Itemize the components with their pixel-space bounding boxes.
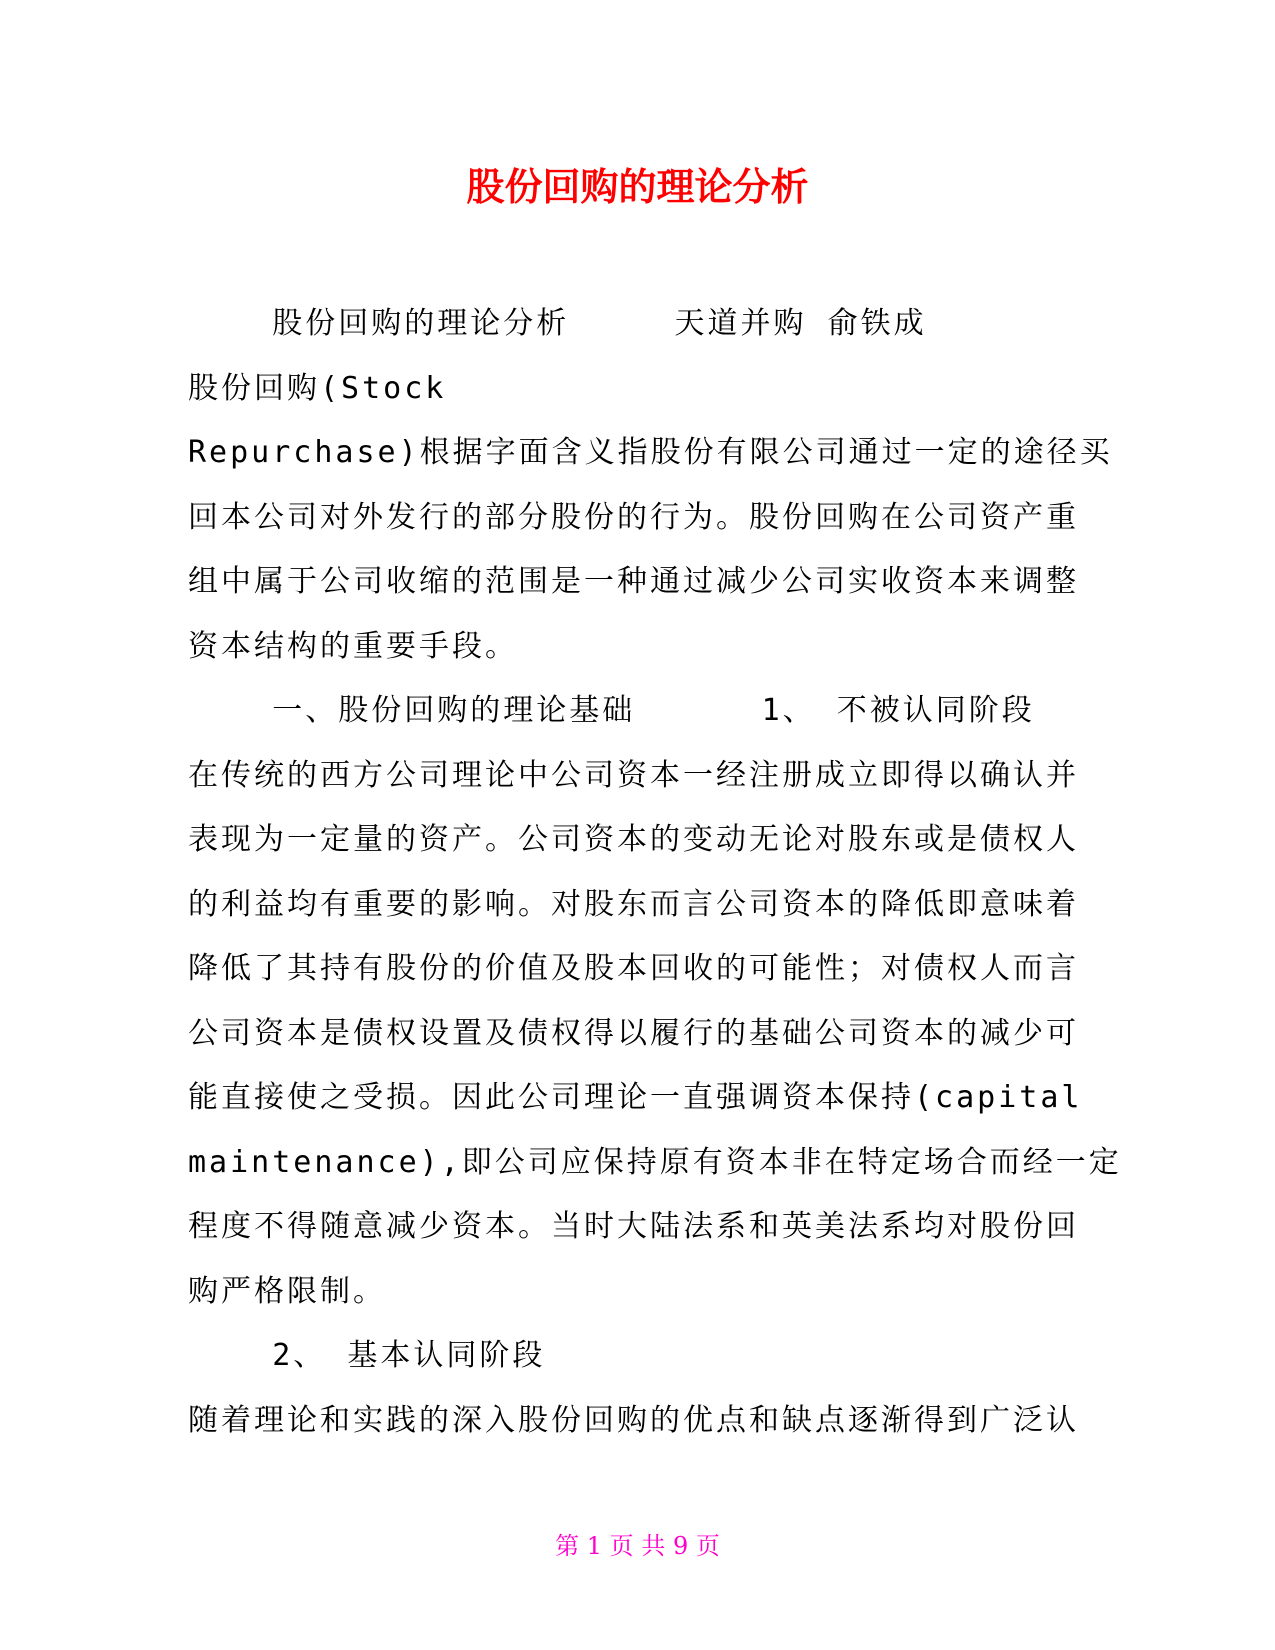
body-line: 降低了其持有股份的价值及股本回收的可能性；对债权人而言 xyxy=(188,951,1079,986)
body-line: 能直接使之受损。因此公司理论一直强调资本保持(capital xyxy=(188,1080,1083,1115)
document-body xyxy=(188,292,1122,1453)
body-line: maintenance),即公司应保持原有资本非在特定场合而经一定 xyxy=(188,1144,1122,1180)
body-line: 公司资本是债权设置及债权得以履行的基础公司资本的减少可 xyxy=(188,1015,1079,1051)
body-line: 随着理论和实践的深入股份回购的优点和缺点逐渐得到广泛认 xyxy=(188,1402,1079,1438)
body-line: 股份回购(Stock xyxy=(188,370,447,406)
body-line: 表现为一定量的资产。公司资本的变动无论对股东或是债权人 xyxy=(188,822,1079,857)
body-line: 组中属于公司收缩的范围是一种通过减少公司实收资本来调整 xyxy=(188,564,1079,599)
body-line: Repurchase)根据字面含义指股份有限公司通过一定的途径买 xyxy=(188,435,1113,470)
body-line: 资本结构的重要手段。 xyxy=(188,628,518,664)
body-line: 在传统的西方公司理论中公司资本一经注册成立即得以确认并 xyxy=(188,757,1079,793)
body-line: 股份回购的理论分析 天道并购 俞铁成 xyxy=(188,306,927,341)
body-line: 程度不得随意减少资本。当时大陆法系和英美法系均对股份回 xyxy=(188,1209,1079,1244)
body-line: 一、股份回购的理论基础 1、 不被认同阶段 xyxy=(188,693,1035,728)
body-line: 购严格限制。 xyxy=(188,1273,386,1309)
body-line: 回本公司对外发行的部分股份的行为。股份回购在公司资产重 xyxy=(188,499,1079,535)
body-line: 2、 基本认同阶段 xyxy=(188,1338,546,1373)
body-line: 的利益均有重要的影响。对股东而言公司资本的降低即意味着 xyxy=(188,886,1079,922)
page-footer: 第 1 页 共 9 页 xyxy=(555,1532,720,1560)
document-title: 股份回购的理论分析 xyxy=(466,165,809,209)
